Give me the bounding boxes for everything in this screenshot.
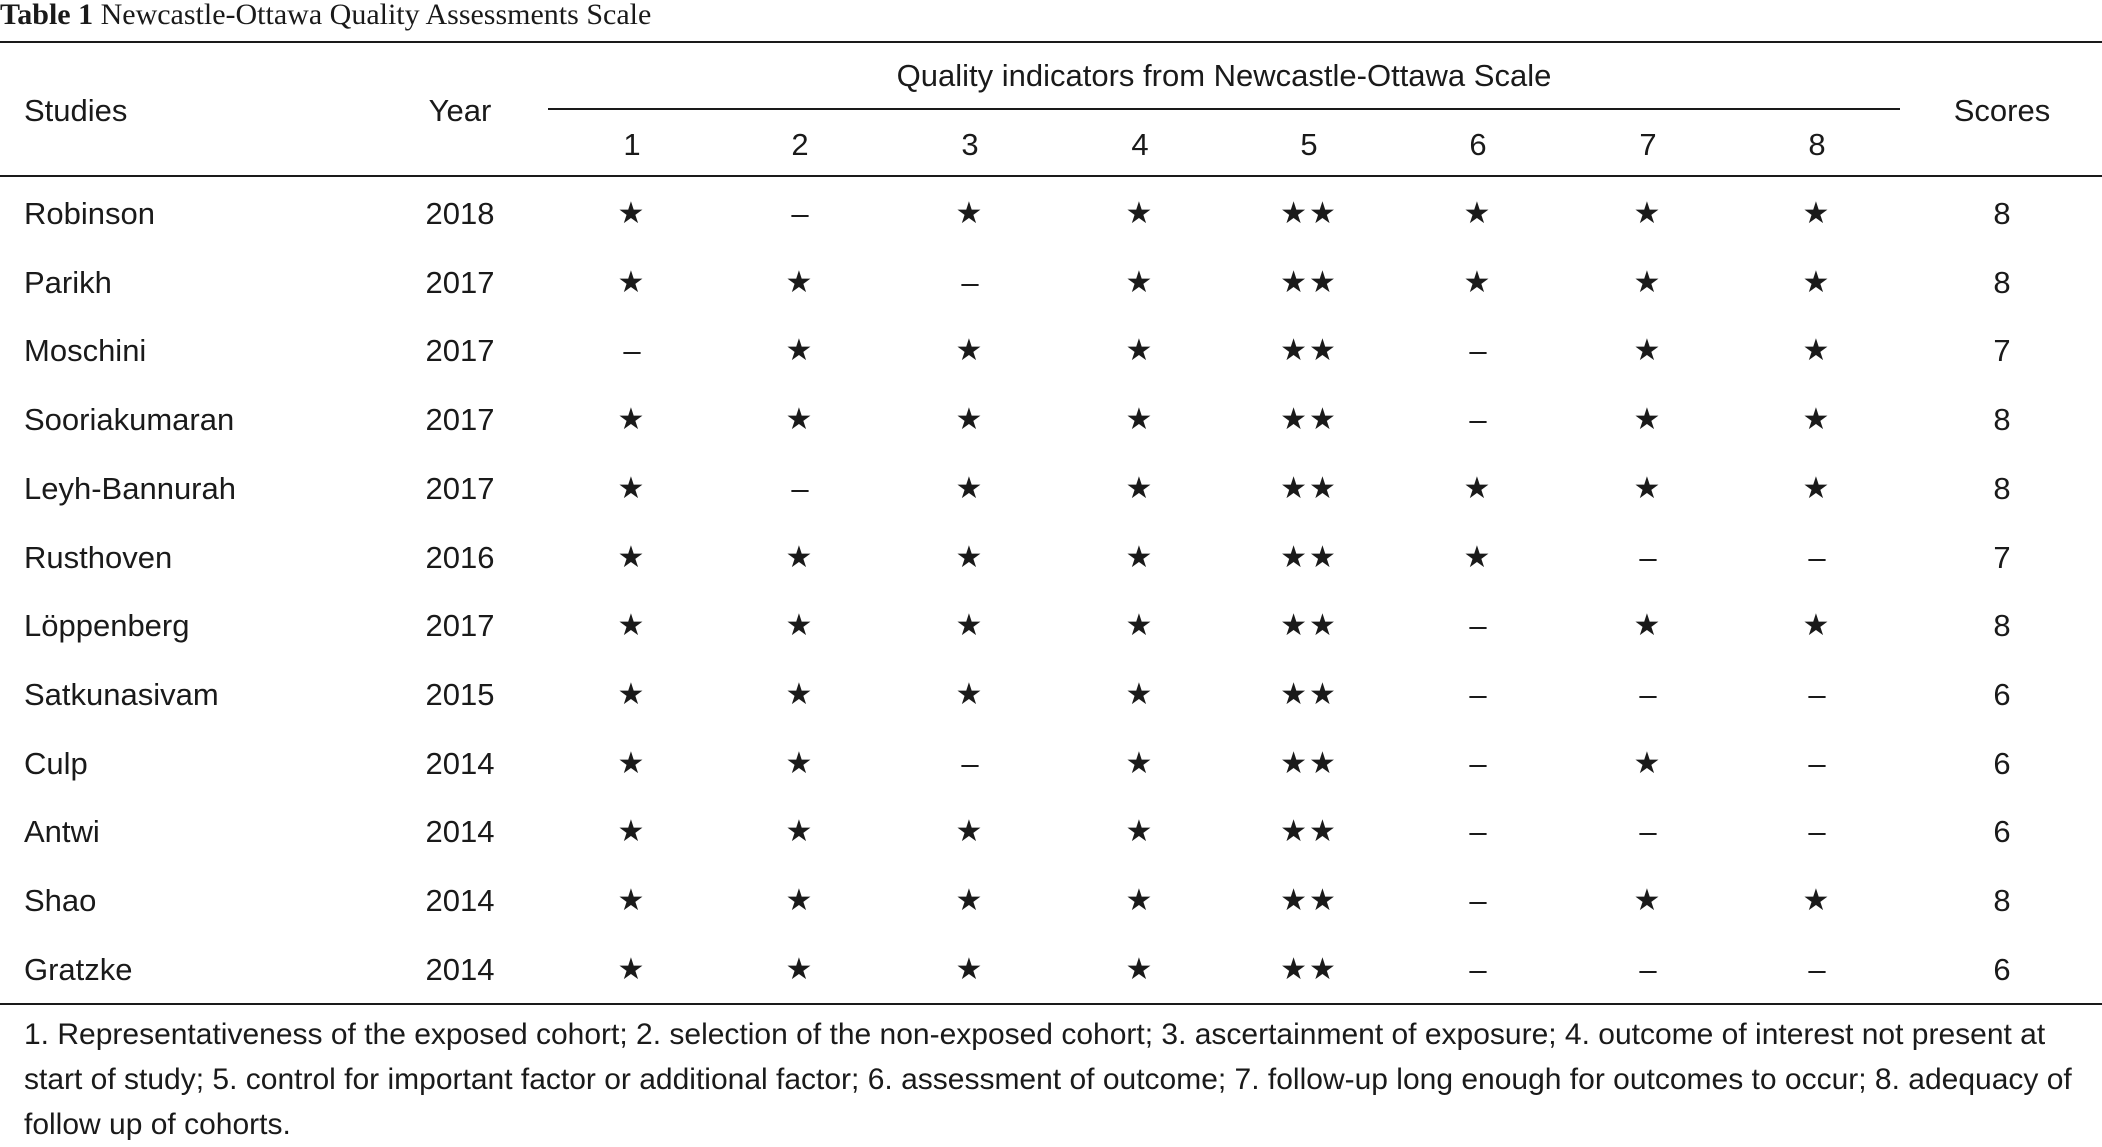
quality-indicator-6: –	[1469, 883, 1487, 918]
quality-indicator-5: ★★	[1280, 676, 1338, 712]
quality-indicator-5: ★★	[1280, 951, 1338, 987]
table-bottom-rule	[0, 1003, 2102, 1005]
quality-indicator-1: ★	[617, 676, 647, 712]
study-score: 6	[1993, 814, 2011, 850]
quality-indicator-1: ★	[617, 470, 647, 506]
table-footnote: 1. Representativeness of the exposed cohort; 2. selection of the non-exposed cohort; 3. ascertainment of exposure; 4. outcome of interest not present at start of study; 5. control for important factor or additional factor; 6. assessment of outcome; 7. follow-up long enough for outcomes to occur; 8. adequacy of follow up of cohorts.	[24, 1018, 2072, 1141]
quality-indicator-7: ★	[1633, 402, 1663, 438]
quality-indicator-4: ★	[1125, 676, 1155, 712]
header-indicator-2: 2	[791, 127, 809, 162]
study-year: 2017	[425, 333, 495, 369]
quality-indicator-4: ★	[1125, 196, 1155, 231]
quality-indicator-7: ★	[1633, 745, 1663, 781]
quality-indicator-4: ★	[1125, 814, 1155, 850]
quality-indicator-8: ★	[1802, 883, 1832, 918]
quality-indicator-8: ★	[1802, 264, 1832, 300]
quality-indicator-2: ★	[785, 539, 815, 575]
quality-indicator-3: ★	[955, 539, 985, 575]
study-score: 8	[1993, 608, 2011, 644]
study-name: Löppenberg	[24, 608, 190, 644]
table-caption	[0, 0, 651, 33]
quality-indicator-2: ★	[785, 883, 815, 918]
quality-indicator-5: ★★	[1280, 196, 1338, 231]
study-name: Antwi	[24, 814, 100, 850]
study-year: 2014	[425, 814, 495, 850]
quality-indicator-3: ★	[955, 402, 985, 438]
study-name: Gratzke	[24, 951, 133, 987]
header-indicator-group: Quality indicators from Newcastle-Ottawa Scale	[896, 58, 1552, 93]
header-indicator-7: 7	[1639, 127, 1657, 162]
quality-indicator-2: ★	[785, 264, 815, 300]
study-year: 2014	[425, 951, 495, 987]
table-caption-title: Newcastle-Ottawa Quality Assessments Scale	[100, 0, 652, 31]
quality-indicator-7: ★	[1633, 196, 1663, 231]
quality-indicator-6: ★	[1463, 264, 1493, 300]
quality-indicator-4: ★	[1125, 745, 1155, 781]
table-top-rule	[0, 41, 2102, 43]
quality-indicator-7: –	[1639, 951, 1657, 987]
quality-indicator-3: –	[961, 264, 979, 300]
header-indicator-3: 3	[961, 127, 979, 162]
quality-indicator-1: ★	[617, 264, 647, 300]
quality-indicator-3: ★	[955, 951, 985, 987]
study-year: 2017	[425, 264, 495, 300]
quality-indicator-3: ★	[955, 883, 985, 918]
quality-indicator-4: ★	[1125, 333, 1155, 369]
quality-indicator-1: ★	[617, 196, 647, 231]
study-score: 7	[1993, 333, 2011, 369]
header-indicator-8: 8	[1808, 127, 1826, 162]
quality-indicator-1: ★	[617, 402, 647, 438]
quality-indicator-8: ★	[1802, 333, 1832, 369]
study-name: Shao	[24, 883, 97, 918]
header-scores: Scores	[1953, 93, 2051, 128]
quality-indicator-6: –	[1469, 676, 1487, 712]
quality-indicator-7: ★	[1633, 264, 1663, 300]
table-header-rule	[0, 175, 2102, 177]
quality-indicator-1: ★	[617, 814, 647, 850]
study-name: Culp	[24, 745, 88, 781]
study-name: Sooriakumaran	[24, 402, 235, 438]
header-studies: Studies	[24, 93, 128, 128]
study-score: 8	[1993, 883, 2011, 918]
study-year: 2017	[425, 402, 495, 438]
quality-indicator-1: ★	[617, 951, 647, 987]
quality-indicator-4: ★	[1125, 402, 1155, 438]
quality-indicator-4: ★	[1125, 539, 1155, 575]
study-name: Robinson	[24, 196, 155, 231]
quality-indicator-8: –	[1808, 676, 1826, 712]
quality-indicator-5: ★★	[1280, 470, 1338, 506]
study-score: 6	[1993, 951, 2011, 987]
study-name: Satkunasivam	[24, 676, 219, 712]
quality-indicator-6: –	[1469, 745, 1487, 781]
study-score: 8	[1993, 264, 2011, 300]
study-year: 2017	[425, 470, 495, 506]
quality-indicator-2: –	[791, 196, 809, 231]
quality-indicator-5: ★★	[1280, 608, 1338, 644]
quality-indicator-2: ★	[785, 608, 815, 644]
quality-indicator-3: ★	[955, 470, 985, 506]
study-year: 2014	[425, 883, 495, 918]
quality-indicator-2: –	[791, 470, 809, 506]
quality-indicator-8: –	[1808, 539, 1826, 575]
quality-indicator-2: ★	[785, 333, 815, 369]
study-name: Rusthoven	[24, 539, 173, 575]
quality-indicator-6: –	[1469, 333, 1487, 369]
study-name: Moschini	[24, 333, 147, 369]
quality-indicator-2: ★	[785, 402, 815, 438]
quality-indicator-7: –	[1639, 814, 1657, 850]
quality-indicator-5: ★★	[1280, 264, 1338, 300]
quality-indicator-2: ★	[785, 814, 815, 850]
quality-indicator-4: ★	[1125, 470, 1155, 506]
quality-indicator-1: ★	[617, 745, 647, 781]
quality-indicator-3: ★	[955, 333, 985, 369]
quality-indicator-4: ★	[1125, 264, 1155, 300]
study-score: 8	[1993, 196, 2011, 231]
quality-indicator-6: ★	[1463, 196, 1493, 231]
quality-indicator-2: ★	[785, 951, 815, 987]
quality-indicator-8: ★	[1802, 196, 1832, 231]
study-name: Leyh-Bannurah	[24, 470, 236, 506]
quality-indicator-8: –	[1808, 951, 1826, 987]
quality-indicator-8: ★	[1802, 608, 1832, 644]
quality-indicator-8: ★	[1802, 402, 1832, 438]
quality-indicator-6: –	[1469, 951, 1487, 987]
quality-indicator-5: ★★	[1280, 883, 1338, 918]
quality-indicator-8: –	[1808, 814, 1826, 850]
quality-indicator-7: –	[1639, 539, 1657, 575]
study-year: 2015	[425, 676, 495, 712]
header-indicator-6: 6	[1469, 127, 1487, 162]
quality-indicator-7: ★	[1633, 470, 1663, 506]
quality-indicator-6: ★	[1463, 539, 1493, 575]
study-year: 2017	[425, 608, 495, 644]
study-score: 6	[1993, 745, 2011, 781]
header-year: Year	[428, 93, 492, 128]
header-indicator-4: 4	[1131, 127, 1149, 162]
quality-indicator-7: ★	[1633, 883, 1663, 918]
quality-indicator-3: ★	[955, 676, 985, 712]
header-indicator-1: 1	[623, 127, 641, 162]
quality-indicator-3: ★	[955, 608, 985, 644]
study-score: 7	[1993, 539, 2011, 575]
quality-indicator-3: ★	[955, 814, 985, 850]
quality-indicator-7: ★	[1633, 333, 1663, 369]
study-year: 2018	[425, 196, 495, 231]
quality-indicator-5: ★★	[1280, 539, 1338, 575]
study-year: 2016	[425, 539, 495, 575]
quality-indicator-5: ★★	[1280, 814, 1338, 850]
header-indicator-5: 5	[1300, 127, 1318, 162]
quality-indicator-4: ★	[1125, 951, 1155, 987]
quality-indicator-1: ★	[617, 883, 647, 918]
quality-indicator-4: ★	[1125, 608, 1155, 644]
quality-indicator-3: ★	[955, 196, 985, 231]
quality-indicator-6: –	[1469, 402, 1487, 438]
quality-indicator-7: –	[1639, 676, 1657, 712]
quality-indicator-4: ★	[1125, 883, 1155, 918]
quality-indicator-7: ★	[1633, 608, 1663, 644]
quality-indicator-1: –	[623, 333, 641, 369]
table-caption-label: Table 1	[0, 0, 94, 31]
study-name: Parikh	[24, 264, 112, 300]
study-score: 8	[1993, 402, 2011, 438]
quality-indicator-6: ★	[1463, 470, 1493, 506]
quality-indicator-5: ★★	[1280, 402, 1338, 438]
quality-indicator-3: –	[961, 745, 979, 781]
quality-indicator-6: –	[1469, 608, 1487, 644]
quality-indicator-2: ★	[785, 745, 815, 781]
quality-indicator-5: ★★	[1280, 745, 1338, 781]
study-score: 8	[1993, 470, 2011, 506]
quality-indicator-1: ★	[617, 539, 647, 575]
quality-indicator-2: ★	[785, 676, 815, 712]
quality-indicator-5: ★★	[1280, 333, 1338, 369]
study-score: 6	[1993, 676, 2011, 712]
quality-indicator-8: ★	[1802, 470, 1832, 506]
quality-indicator-6: –	[1469, 814, 1487, 850]
study-year: 2014	[425, 745, 495, 781]
quality-indicator-8: –	[1808, 745, 1826, 781]
quality-indicator-1: ★	[617, 608, 647, 644]
indicator-group-rule	[548, 108, 1900, 110]
